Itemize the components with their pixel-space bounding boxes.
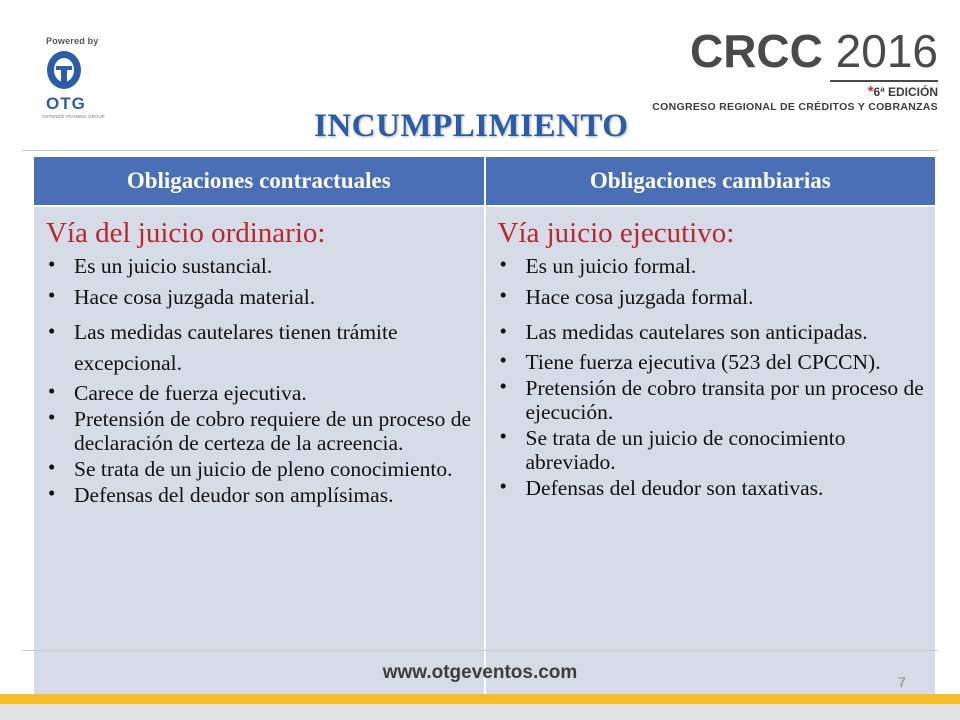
- comparison-table: [34, 157, 935, 697]
- list-item: • Hace cosa juzgada formal.: [498, 285, 928, 309]
- list-item: • Es un juicio sustancial.: [46, 254, 476, 278]
- edition-star: *: [867, 83, 874, 100]
- footer-base-bar: [0, 704, 960, 720]
- crcc-text: CRCC: [689, 25, 823, 77]
- otg-subtitle: OSTENDO TRAINING GROUP: [42, 114, 105, 119]
- list-item: • Hace cosa juzgada material.: [46, 285, 476, 309]
- otg-wordmark: OTG: [46, 94, 86, 113]
- list-item: • Se trata de un juicio de pleno conocimiento.: [46, 457, 476, 481]
- slide-title: INCUMPLIMIENTO: [314, 108, 629, 144]
- column-heading: Vía juicio ejecutivo:: [497, 217, 735, 249]
- list-item: • Pretensión de cobro requiere de un proceso de declaración de certeza de la acreencia.: [46, 407, 476, 455]
- column-cambiarias: [485, 206, 936, 697]
- list-item: • Carece de fuerza ejecutiva.: [46, 381, 476, 405]
- list-item: • Se trata de un juicio de conocimiento abreviado.: [498, 426, 928, 474]
- bottom-divider: [22, 650, 938, 651]
- list-item: • Defensas del deudor son amplísimas.: [46, 483, 476, 507]
- top-divider: [22, 150, 938, 151]
- list-item: • Tiene fuerza ejecutiva (523 del CPCCN).: [498, 350, 928, 374]
- header-contractuales: Obligaciones contractuales: [34, 157, 485, 206]
- crcc-year: 2016: [835, 25, 938, 77]
- list-item: • Las medidas cautelares tienen trámite excepcional.: [46, 317, 476, 379]
- column-contractuales: [34, 206, 485, 697]
- bullet-list: [498, 254, 928, 500]
- list-item: • Defensas del deudor son taxativas.: [498, 476, 928, 500]
- congress-name: CONGRESO REGIONAL DE CRÉDITOS Y COBRANZAS: [652, 101, 938, 113]
- edition-label: [868, 83, 938, 100]
- otg-logo-icon: [44, 48, 84, 92]
- edition-text: 6ª EDICIÓN: [873, 85, 938, 99]
- column-heading: Vía del juicio ordinario:: [46, 217, 326, 249]
- list-item: • Es un juicio formal.: [498, 254, 928, 278]
- powered-by-label: Powered by: [46, 36, 99, 46]
- list-item: • Pretensión de cobro transita por un proceso de ejecución.: [498, 376, 928, 424]
- page-number: 7: [898, 674, 906, 690]
- crcc-divider: [830, 80, 938, 82]
- header-cambiarias: Obligaciones cambiarias: [485, 157, 936, 206]
- list-item: • Las medidas cautelares son anticipadas.: [498, 317, 928, 348]
- bullet-list: [46, 254, 476, 507]
- crcc-logo: [689, 25, 938, 77]
- website-link[interactable]: www.otgeventos.com: [382, 662, 578, 683]
- footer-accent-bar: [0, 694, 960, 704]
